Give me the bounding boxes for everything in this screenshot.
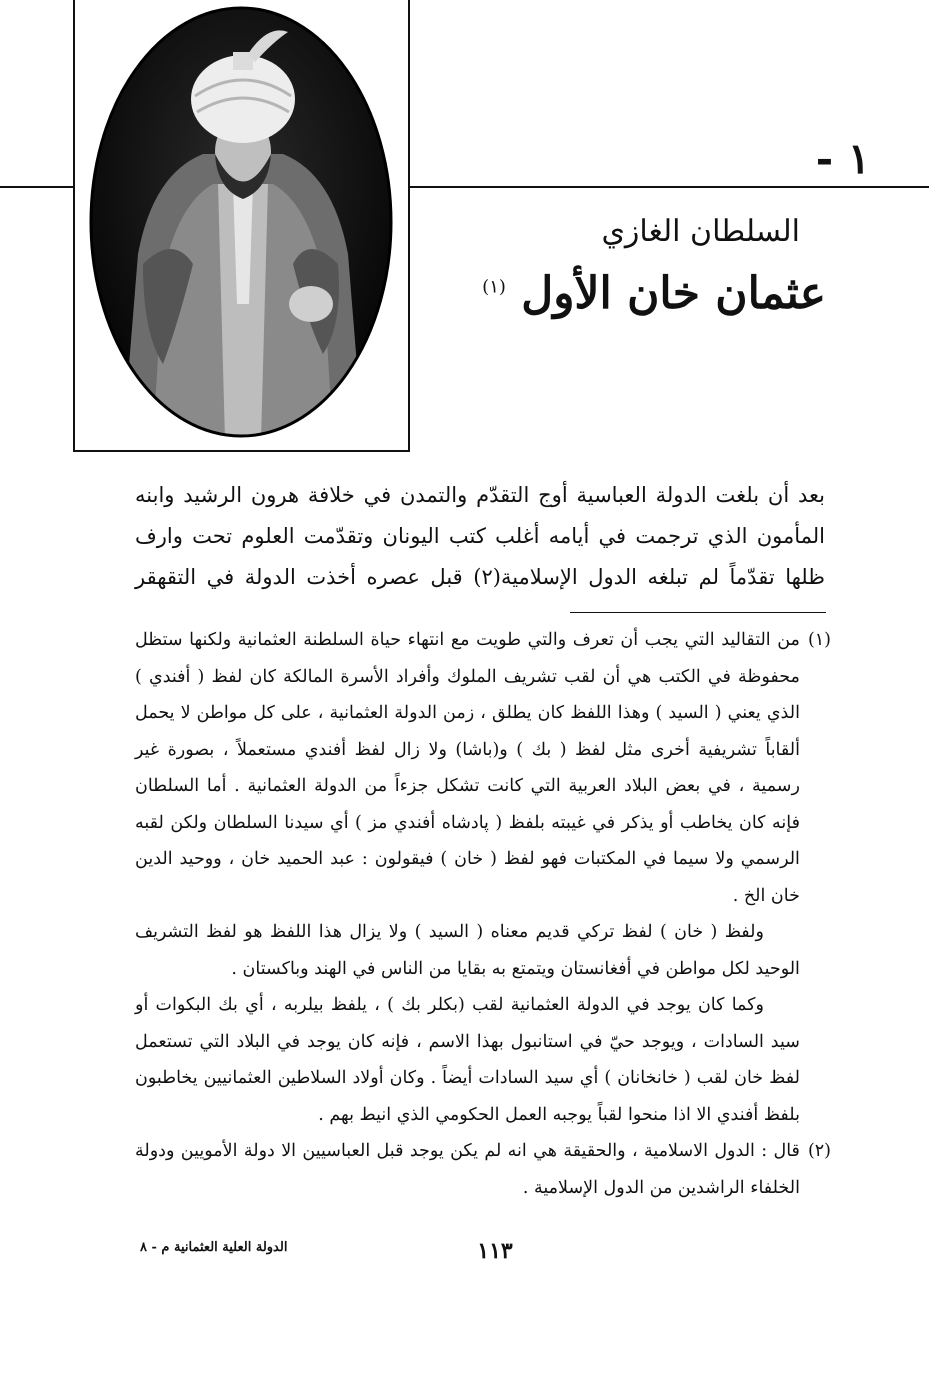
portrait-frame	[73, 0, 410, 452]
running-footer: الدولة العلية العثمانية م - ٨	[140, 1240, 288, 1255]
footnote-paragraph: ولفظ ( خان ) لفظ تركي قديم معناه ( السيد ) ولا يزال هذا اللفظ هو لفظ التشريف الوحيد لكل مواطن في أفغانستان ويتمتع به بقايا من الناس في الهند وباكستان .	[135, 922, 800, 979]
footnote-separator	[570, 612, 826, 613]
chapter-title-line2	[482, 268, 826, 319]
footnote-number: (٢)	[807, 1141, 831, 1161]
footnote-paragraph: قال : الدول الاسلامية ، والحقيقة هي انه لم يكن يوجد قبل العباسيين الا دولة الأمويين ودولة الخلفاء الراشدين من الدول الإسلامية .	[135, 1141, 800, 1198]
footnote-number: (١)	[807, 630, 831, 650]
chapter-title-text: عثمان خان الأول	[521, 268, 826, 319]
sultan-portrait-image	[83, 4, 400, 440]
footnote-paragraph: من التقاليد التي يجب أن تعرف والتي طويت مع انتهاء حياة السلطنة العثمانية ولكنها ستظل محفوظة في الكتب هي أن لقب تشريف الملوك وأفراد الأسرة المالكة كان لفظ ( أفندي ) الذي يعني ( السيد ) وهذا اللفظ كان يطلق ، زمن الدولة العثمانية ، على كل مواطن لا يحمل ألقاباً تشريفية أخرى مثل لفظ ( بك ) و(باشا) ولا زال لفظ أفندي مستعملاً ، بصورة غير رسمية ، في بعض البلاد العربية التي كانت تشكل جزءاً من الدولة العثمانية . أما السلطان فإنه كان يخاطب أو يذكر في غيبته بلفظ ( پادشاه أفندي مز ) أي سيدنا السلطان ولكن لقبه الرسمي ولا سيما في المكتبات فهو لفظ ( خان ) فيقولون : عبد الحميد خان ، ووحيد الدين خان الخ .	[135, 630, 800, 906]
title-footnote-marker: (١)	[482, 276, 506, 298]
chapter-number: ١ -	[815, 134, 871, 183]
footnotes	[135, 622, 831, 1206]
body-paragraph-block	[135, 475, 825, 598]
page-number: ١١٣	[477, 1238, 513, 1264]
header-rule-left	[0, 186, 74, 188]
body-paragraph: بعد أن بلغت الدولة العباسية أوج التقدّم والتمدن في خلافة هرون الرشيد وابنه المأمون الذي ترجمت في أيامه أغلب كتب اليونان وتقدّمت العلوم تحت وارف ظلها تقدّماً لم تبلغه الدول الإسلامية(٢) قبل عصره أخذت الدولة في التقهقر	[135, 483, 825, 589]
footnote-1	[135, 622, 831, 1133]
chapter-title-line1: السلطان الغازي	[601, 214, 800, 249]
footnote-paragraph: وكما كان يوجد في الدولة العثمانية لقب (بكلر بك ) ، يلفظ بيلربه ، أي بك البكوات أو سيد السادات ، ويوجد حيّ في استانبول بهذا الاسم ، فإنه كان يوجد في البلاد التي تستعمل لفظ خان لقب ( خانخانان ) أي سيد السادات أيضاً . وكان أولاد السلاطين العثمانيين يخاطبون بلفظ أفندي الا اذا منحوا لقباً يوجبه العمل الحكومي الذي انيط بهم .	[135, 995, 800, 1125]
footnote-2	[135, 1133, 831, 1206]
